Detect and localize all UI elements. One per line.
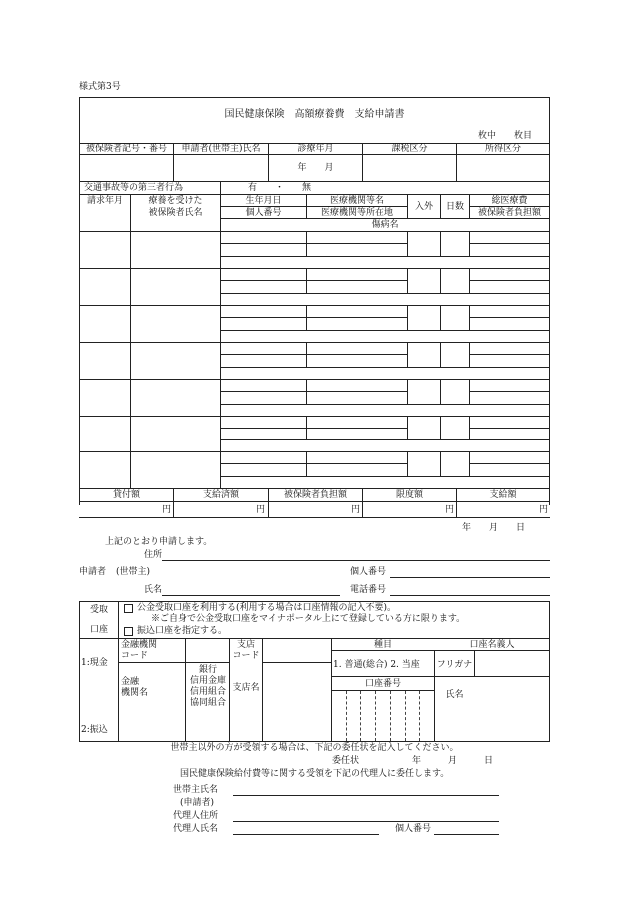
application-date: 年 月 日 [462,523,526,533]
detail-block-border [79,451,550,452]
form-number: 様式第3号 [79,82,121,92]
income-class-label: 所得区分 [484,144,521,154]
paid-amount-label: 支給済額 [202,490,239,500]
option-public-account-note: ※ご自身で公金受取口座をマイナポータル上にて登録している方に限ります。 [151,614,466,624]
divider [220,206,407,207]
detail-col-line [440,268,441,293]
divider [130,194,131,488]
insured-number-label: 被保険者記号・番号 [85,144,167,154]
yen-unit: 円 [161,505,171,515]
account-digit-divider [346,691,347,741]
detail-block-border [79,416,550,417]
detail-col-line [440,305,441,330]
agent-personal-number-line[interactable] [434,834,499,835]
bank-type-bank: 銀行 [199,665,218,675]
detail-subrow-line [469,317,550,318]
loan-amount-label: 貸付額 [112,490,140,500]
detail-subrow-line [220,367,550,368]
detail-block-border [79,379,550,380]
divider [79,517,550,518]
divider [331,676,550,677]
divider [79,181,550,182]
phone-line[interactable] [390,595,550,596]
detail-subrow-line [220,476,550,477]
detail-col-line [469,379,470,404]
form-title: 国民健康保険 高額療養費 支給申請書 [224,109,405,120]
detail-subrow-line [220,439,550,440]
birth-date-label: 生年月日 [245,196,282,206]
divider [79,601,550,602]
detail-col-line [306,342,307,367]
detail-col-line [440,231,441,256]
bank-name-label-2: 機関名 [121,688,149,698]
transfer-option[interactable]: 2:振込 [81,725,108,735]
detail-col-line [407,305,408,330]
detail-subrow-line [220,354,407,355]
yen-unit: 円 [350,505,360,515]
detail-col-line [306,416,307,439]
detail-col-line [306,231,307,256]
applicant-paren-label: (申請者) [180,798,215,808]
agent-address-line[interactable] [233,821,499,822]
detail-col-line [407,451,408,476]
detail-block-border [79,305,550,306]
claim-month-label: 請求年月 [86,196,123,206]
insured-burden-label: 被保険者負担額 [477,208,541,218]
divider [79,231,550,232]
detail-subrow-line [220,463,407,464]
detail-subrow-line [220,428,407,429]
page-count: 枚中 枚目 [478,131,533,141]
bank-name-label-1: 金融 [121,677,140,687]
divider [79,741,550,742]
in-out-label: 入外 [414,202,433,212]
divider [79,488,550,489]
applicant-personal-number-label: 個人番号 [350,567,387,577]
detail-col-line [306,305,307,330]
account-digit-divider [419,691,420,741]
applicant-name-label: 申請者(世帯主)氏名 [181,144,261,154]
detail-col-line [440,416,441,439]
bank-code-label-2: コード [121,651,149,661]
divider [220,218,550,219]
application-statement: 上記のとおり申請します。 [105,537,213,547]
bank-type-shinkin: 信用金庫 [190,676,227,686]
branch-code-label-2: コード [232,651,260,661]
detail-subrow-line [469,463,550,464]
householder-name-line[interactable] [233,795,499,796]
disease-name-label: 傷病名 [371,220,399,230]
detail-col-line [306,379,307,404]
agent-name-line[interactable] [233,834,379,835]
frame-top-border [79,97,549,98]
address-line[interactable] [162,560,550,561]
third-party-options: 有 ・ 無 [248,183,312,193]
divider [549,601,550,741]
divider [79,501,550,502]
householder-label: (世帯主) [116,567,151,577]
detail-col-line [440,342,441,367]
detail-subrow-line [220,280,407,281]
agent-address-label: 代理人住所 [173,811,219,821]
detail-col-line [407,416,408,439]
detail-block-border [79,268,550,269]
holder-name-label: 氏名 [445,690,464,700]
applicant-label: 申請者 [79,567,107,577]
option-public-account: 公金受取口座を利用する(利用する場合は口座情報の記入不要)。 [137,603,397,613]
delegation-title: 委任状 [332,756,360,766]
divider [220,181,221,194]
account-label: 口座 [89,625,108,635]
divider [79,194,550,195]
branch-code-label-1: 支店 [236,640,255,650]
detail-subrow-line [220,256,550,257]
account-digit-divider [375,691,376,741]
delegation-note: 世帯主以外の方が受領する場合は、下記の委任状を記入してください。 [170,743,459,753]
treatment-month-label: 診療年月 [297,144,334,154]
transfer-account-checkbox[interactable] [124,627,133,636]
institution-name-label: 医療機関等名 [329,196,384,206]
divider [79,154,550,155]
account-type-label: 種目 [373,640,392,650]
account-type-options[interactable]: 1. 普通(総合) 2. 当座 [333,660,420,670]
year-month-blank: 年 月 [297,163,334,173]
agent-name-label: 代理人氏名 [173,824,219,834]
detail-subrow-line [220,391,407,392]
detail-col-line [407,268,408,293]
yen-unit: 円 [444,505,454,515]
option-transfer-account: 振込口座を指定する。 [137,626,228,636]
divider [331,650,550,651]
detail-subrow-line [220,404,550,405]
account-digit-divider [390,691,391,741]
patient-label-2: 被保険者氏名 [148,208,203,218]
detail-subrow-line [220,330,550,331]
divider [469,206,550,207]
tax-class-label: 課税区分 [391,144,428,154]
yen-unit: 円 [538,505,548,515]
detail-col-line [469,268,470,293]
frame-left-border [79,97,80,505]
patient-label-1: 療養を受けた [148,196,203,206]
divider [185,638,186,741]
bank-type-shinkumi: 信用組合 [190,687,227,697]
detail-col-line [469,305,470,330]
detail-col-line [407,379,408,404]
account-holder-label: 口座名義人 [469,640,515,650]
detail-subrow-line [469,354,550,355]
divider [79,638,550,639]
limit-amount-label: 限度額 [395,490,423,500]
frame-right-border [549,97,550,505]
householder-name-label: 世帯主氏名 [173,785,219,795]
detail-subrow-line [220,243,407,244]
name-line[interactable] [162,595,340,596]
agent-personal-number-label: 個人番号 [395,824,432,834]
third-party-label: 交通事故等の第三者行為 [84,183,184,193]
bank-code-label-1: 金融機関 [121,640,158,650]
burden-amount-label: 被保険者負担額 [283,490,347,500]
total-cost-label: 総医療費 [491,196,528,206]
detail-block-border [79,342,550,343]
detail-col-line [306,451,307,476]
delegation-statement: 国民健康保険給付費等に関する受領を下記の代理人に委任します。 [180,769,450,779]
phone-label: 電話番号 [350,585,387,595]
cash-option[interactable]: 1:現金 [81,658,108,668]
detail-col-line [469,416,470,439]
detail-subrow-line [220,317,407,318]
divider [79,601,80,741]
payment-amount-label: 支給額 [489,490,517,500]
detail-subrow-line [469,428,550,429]
days-label: 日数 [445,202,464,212]
address-label: 住所 [144,550,163,560]
personal-number-label: 個人番号 [245,208,282,218]
detail-subrow-line [469,280,550,281]
bank-type-kyodo: 協同組合 [190,698,227,708]
detail-col-line [469,342,470,367]
furigana-label: フリガナ [436,660,473,670]
delegation-date: 年 月 日 [412,756,494,766]
detail-col-line [469,451,470,476]
detail-col-line [440,379,441,404]
yen-unit: 円 [255,505,265,515]
detail-col-line [440,451,441,476]
public-account-checkbox[interactable] [124,604,133,613]
divider [220,194,221,488]
detail-subrow-line [469,391,550,392]
account-digit-divider [360,691,361,741]
detail-col-line [306,268,307,293]
institution-address-label: 医療機関等所在地 [320,208,393,218]
receive-label: 受取 [89,605,108,615]
divider [262,662,331,663]
divider [118,662,229,663]
branch-name-label: 支店名 [232,683,260,693]
account-number-label: 口座番号 [364,679,401,689]
account-digit-divider [405,691,406,741]
personal-number-line[interactable] [390,577,550,578]
detail-col-line [407,342,408,367]
detail-subrow-line [220,293,550,294]
detail-col-line [407,231,408,256]
divider [118,638,119,741]
detail-col-line [469,231,470,256]
applicant-name-field-label: 氏名 [144,585,163,595]
detail-subrow-line [469,243,550,244]
